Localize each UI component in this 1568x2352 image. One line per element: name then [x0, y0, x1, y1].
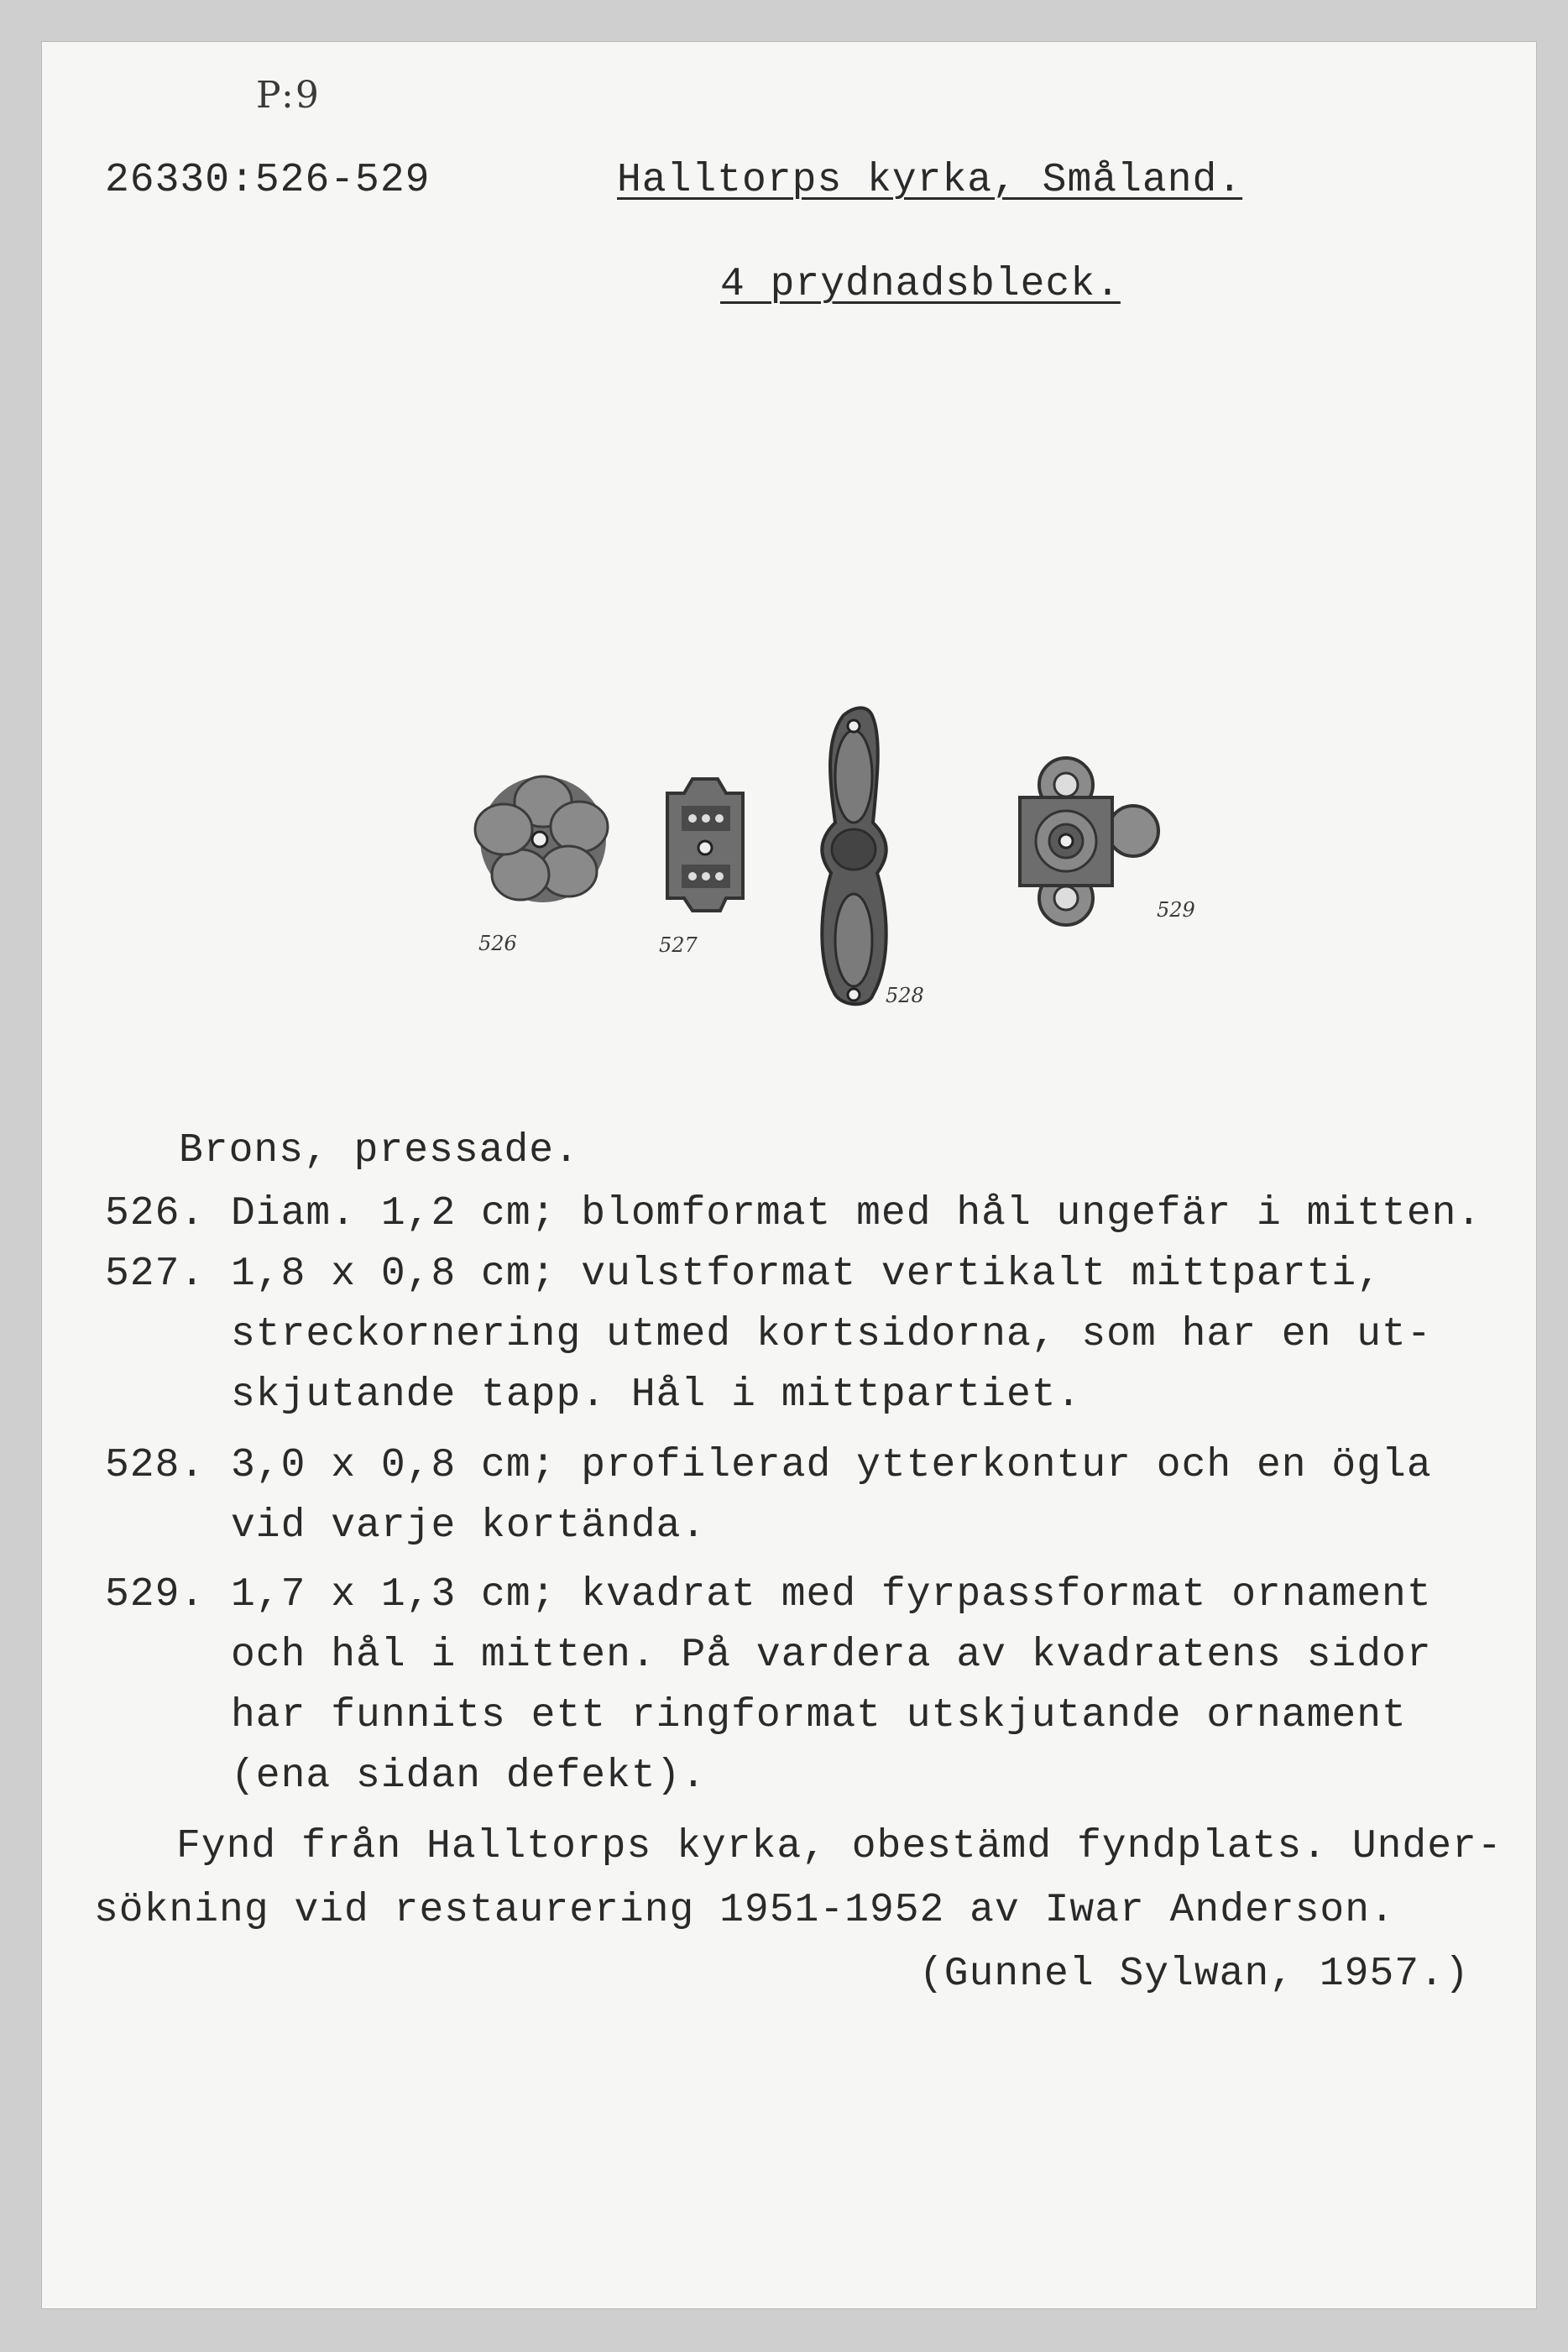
entry-527-line-1: 1,8 x 0,8 cm; vulstformat vertikalt mittparti,: [231, 1252, 1382, 1297]
entry-number-529: 529.: [105, 1572, 206, 1618]
find-note-line-1: Fynd från Halltorps kyrka, obestämd fyndplats. Under-: [176, 1824, 1503, 1869]
entry-528-line-2: vid varje kortända.: [231, 1503, 707, 1549]
figure-label-529: 529: [1157, 898, 1195, 922]
entry-529-line-2: och hål i mitten. På vardera av kvadratens sidor: [231, 1633, 1432, 1678]
entry-528-line-1: 3,0 x 0,8 cm; profilerad ytterkontur och en ögla: [231, 1443, 1432, 1488]
entry-529-line-4: (ena sidan defekt).: [231, 1754, 707, 1799]
author-signature: (Gunnel Sylwan, 1957.): [919, 1952, 1470, 1997]
figure-label-527: 527: [659, 933, 698, 957]
figure-label-528: 528: [886, 984, 924, 1007]
object-529-square-illustration: [1020, 758, 1158, 925]
entry-number-527: 527.: [105, 1252, 206, 1297]
material-line: Brons, pressade.: [179, 1128, 579, 1173]
shelf-mark: P:9: [256, 74, 321, 117]
site-heading: Halltorps kyrka, Småland.: [617, 158, 1243, 203]
object-526-flower-illustration: [475, 776, 608, 902]
entry-527-line-3: skjutande tapp. Hål i mittpartiet.: [231, 1372, 1082, 1418]
entry-527-line-2: streckornering utmed kortsidorna, som har en ut-: [231, 1312, 1432, 1357]
entry-number-526: 526.: [105, 1191, 206, 1236]
inventory-number: 26330:526-529: [105, 158, 431, 203]
object-528-mount-illustration: [822, 708, 886, 1004]
object-illustrations: [0, 0, 1568, 1058]
object-title: 4 prydnadsbleck.: [720, 262, 1121, 307]
object-527-plate-illustration: [667, 779, 743, 911]
find-note-line-2: sökning vid restaurering 1951-1952 av Iwar Anderson.: [94, 1888, 1395, 1933]
entry-529-line-3: har funnits ett ringformat utskjutande ornament: [231, 1693, 1407, 1738]
entry-number-528: 528.: [105, 1443, 206, 1488]
entry-529-line-1: 1,7 x 1,3 cm; kvadrat med fyrpassformat ornament: [231, 1572, 1432, 1618]
entry-526-line-1: Diam. 1,2 cm; blomformat med hål ungefär i mitten.: [231, 1191, 1482, 1236]
figure-label-526: 526: [478, 932, 517, 955]
